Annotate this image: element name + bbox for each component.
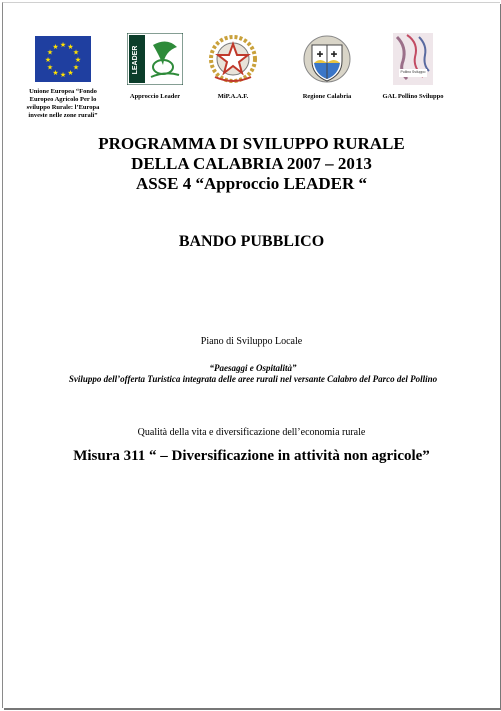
eu-star-icon: ★ [59,71,67,79]
mipaaf-emblem [201,33,265,101]
gal-caption: GAL Pollino Sviluppo [382,93,444,100]
eu-star-icon: ★ [46,63,54,72]
gal-pollino-icon [393,33,433,85]
project-name: “Paesaggi e Ospitalità” [209,363,297,373]
leader-icon [127,33,183,85]
eu-star-icon: ★ [67,69,74,77]
gal-logo-text: Pollino Sviluppo [400,70,426,74]
misura-heading: Misura 311 “ – Diversificazione in attività non agricole” [73,448,430,464]
leader-caption: Approccio Leader [129,93,181,100]
italian-emblem-icon [207,33,259,85]
project-description: Sviluppo dell’offerta Turistica integrata delle aree rurali nel versante Calabro del Parco del Pollino [68,374,438,384]
eu-star-icon: ★ [52,69,59,77]
eu-star-icon: ★ [59,41,67,49]
eu-caption: Unione Europea “Fondo Europeo Agricolo Per lo sviluppo Rurale: l’Europa investe nelle zone rurali” [26,88,100,119]
eu-star-icon: ★ [74,56,82,64]
eu-star-icon: ★ [52,43,59,51]
title-line-1: PROGRAMMA DI SVILUPPO RURALE [98,134,405,153]
project-subtitle [58,363,448,385]
svg-text:LEADER: LEADER [132,45,139,75]
mipaaf-caption: MiP.A.A.F. [217,93,249,100]
eu-flag-icon [35,36,91,82]
eu-star-icon: ★ [67,43,74,51]
piano-label: Piano di Sviluppo Locale [200,336,303,347]
bando-heading: BANDO PUBBLICO [178,233,325,250]
document-title [3,134,500,194]
calabria-caption: Regione Calabria [302,93,352,100]
gal-pollino-logo [377,33,449,101]
eu-flag-logo [25,36,101,120]
logo-row [3,33,500,143]
regione-calabria-emblem [293,33,361,101]
title-line-2: DELLA CALABRIA 2007 – 2013 [131,154,372,173]
eu-star-icon: ★ [44,56,52,64]
calabria-shield-icon [302,33,352,85]
eu-star-icon: ★ [72,48,80,57]
svg-text:✚: ✚ [316,50,324,59]
svg-text:✚: ✚ [330,50,338,59]
eu-star-icon: ★ [46,48,54,57]
title-line-3: ASSE 4 “Approccio LEADER “ [135,174,368,193]
leader-logo [121,33,189,101]
document-page [2,2,500,708]
axis-label: Qualità della vita e diversificazione dell’economia rurale [137,427,366,438]
eu-star-icon: ★ [72,63,80,72]
